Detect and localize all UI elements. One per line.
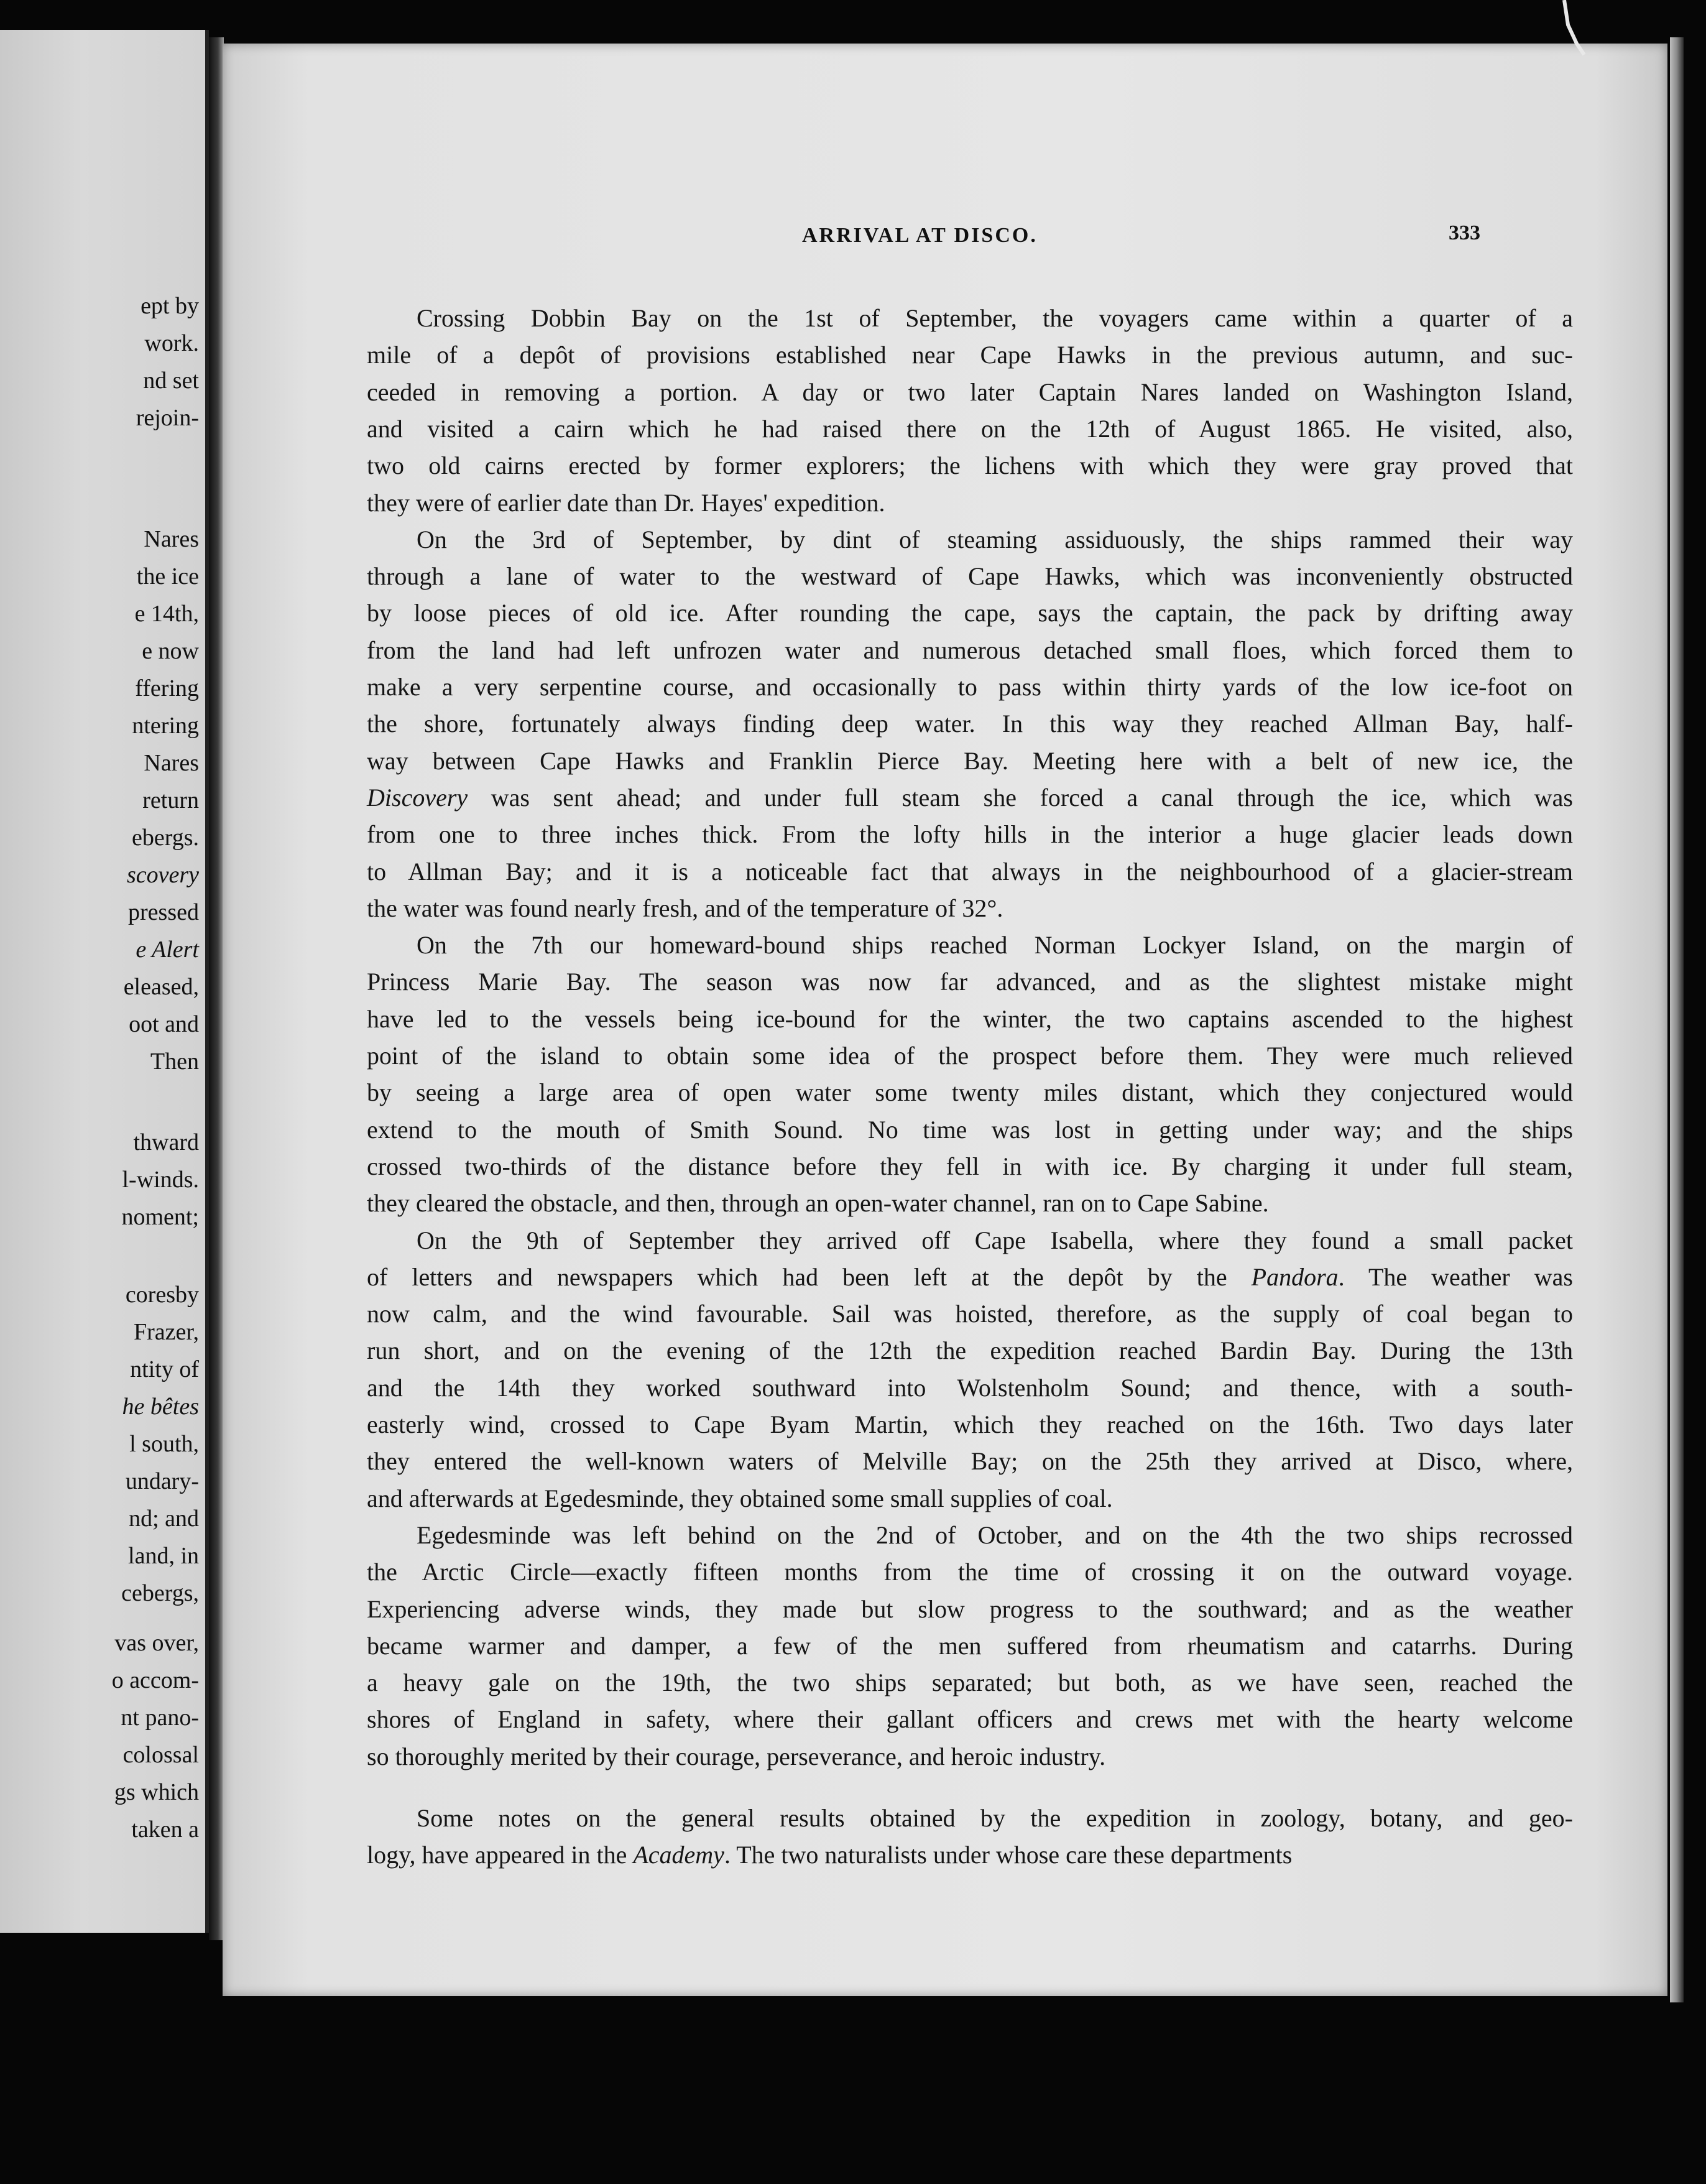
facing-page-line: work. (144, 330, 199, 356)
facing-page-line: nd set (143, 368, 199, 394)
text-line: make a very serpentine course, and occasionally to pass within thirty yards of the low ice-foot on (367, 673, 1573, 701)
page-number: 333 (1449, 221, 1480, 244)
text-line: the water was found nearly fresh, and of the temperature of 32°. (367, 894, 1003, 922)
running-title: ARRIVAL AT DISCO. (802, 224, 1038, 247)
text-line: now calm, and the wind favourable. Sail was hoisted, therefore, as the supply of coal began to (367, 1300, 1573, 1328)
facing-page-line: ntity of (130, 1356, 199, 1382)
text-line: On the 3rd of September, by dint of steaming assiduously, the ships rammed their way (417, 525, 1573, 553)
facing-page-line: the ice (136, 563, 199, 590)
text-line: and visited a cairn which he had raised there on the 12th of August 1865. He visited, also, (367, 414, 1573, 443)
facing-page-line: nt pano- (121, 1705, 199, 1731)
facing-page-line: ebergs. (132, 825, 199, 851)
book-gutter (209, 37, 224, 1940)
text-line: so thoroughly merited by their courage, perseverance, and heroic industry. (367, 1742, 1106, 1770)
text-line: run short, and on the evening of the 12th the expedition reached Bardin Bay. During the 13th (367, 1336, 1573, 1365)
facing-page-line: undary- (125, 1468, 199, 1494)
page-edge (1670, 37, 1684, 2002)
facing-page-line: eleased, (123, 974, 199, 1000)
facing-page-line: rejoin- (136, 405, 199, 431)
facing-page-line: land, in (128, 1543, 199, 1569)
facing-page-line: oot and (129, 1011, 199, 1037)
text-line: crossed two-thirds of the distance before they fell in with ice. By charging it under full steam, (367, 1152, 1573, 1180)
facing-page-line: l-winds. (122, 1167, 199, 1193)
text-line: they were of earlier date than Dr. Hayes' expedition. (367, 488, 885, 517)
text-line: Experiencing adverse winds, they made but slow progress to the southward; and as the weather (367, 1594, 1573, 1623)
text-line: point of the island to obtain some idea of the prospect before them. They were much relieved (367, 1042, 1573, 1070)
text-line: they entered the well-known waters of Melville Bay; on the 25th they arrived at Disco, where, (367, 1447, 1573, 1476)
text-line: by seeing a large area of open water some twenty miles distant, which they conjectured would (367, 1078, 1573, 1107)
facing-page-fragment (0, 30, 209, 1933)
facing-page-line: colossal (122, 1742, 199, 1768)
text-line: Princess Marie Bay. The season was now far advanced, and as the slightest mistake might (367, 968, 1573, 996)
text-line: shores of England in safety, where their gallant officers and crews met with the hearty welcome (367, 1705, 1573, 1734)
facing-page-line: cebergs, (121, 1580, 199, 1606)
facing-page-line: Frazer, (133, 1319, 199, 1345)
facing-page-line: nd; and (129, 1506, 199, 1532)
running-head (223, 221, 1667, 261)
text-line: the shore, fortunately always finding deep water. In this way they reached Allman Bay, half- (367, 710, 1573, 738)
text-line: easterly wind, crossed to Cape Byam Martin, which they reached on the 16th. Two days later (367, 1410, 1573, 1438)
text-line: they cleared the obstacle, and then, through an open-water channel, ran on to Cape Sabine. (367, 1189, 1269, 1218)
text-line: from one to three inches thick. From the lofty hills in the interior a huge glacier leads down (367, 820, 1573, 849)
text-line: On the 9th of September they arrived off Cape Isabella, where they found a small packet (417, 1226, 1573, 1254)
text-line: became warmer and damper, a few of the men suffered from rheumatism and catarrhs. During (367, 1631, 1573, 1660)
facing-page-line: noment; (121, 1204, 199, 1230)
text-line: On the 7th our homeward-bound ships reached Norman Lockyer Island, on the margin of (417, 931, 1573, 960)
facing-page-line: e now (142, 638, 199, 664)
text-line: and afterwards at Egedesminde, they obtained some small supplies of coal. (367, 1484, 1113, 1512)
facing-page-line: e Alert (136, 937, 199, 963)
text-line: mile of a depôt of provisions established near Cape Hawks in the previous autumn, and suc- (367, 341, 1573, 369)
text-line: a heavy gale on the 19th, the two ships separated; but both, as we have seen, reached the (367, 1668, 1573, 1697)
facing-page-line: ntering (132, 713, 199, 739)
facing-page-line: thward (133, 1129, 199, 1155)
text-line: Some notes on the general results obtained by the expedition in zoology, botany, and geo- (417, 1804, 1573, 1832)
text-line: two old cairns erected by former explorers; the lichens with which they were gray proved that (367, 451, 1573, 480)
facing-page-line: scovery (126, 862, 199, 888)
text-line: ceeded in removing a portion. A day or two later Captain Nares landed on Washington Island, (367, 377, 1573, 406)
facing-page-line: ffering (135, 675, 199, 701)
text-line: and the 14th they worked southward into Wolstenholm Sound; and thence, with a south- (367, 1373, 1573, 1402)
text-line: by loose pieces of old ice. After rounding the cape, says the captain, the pack by drifting away (367, 599, 1573, 627)
facing-page-line: l south, (129, 1431, 199, 1457)
facing-page-line: vas over, (114, 1630, 199, 1656)
text-line: the Arctic Circle—exactly fifteen months from the time of crossing it on the outward voyage. (367, 1558, 1573, 1586)
facing-page-line: he bêtes (122, 1394, 199, 1420)
facing-page-line: Then (150, 1048, 199, 1075)
text-line: Crossing Dobbin Bay on the 1st of September, the voyagers came within a quarter of a (417, 304, 1573, 332)
facing-page-line: e 14th, (134, 601, 199, 627)
facing-page-line: ept by (141, 293, 199, 319)
facing-page-line: taken a (131, 1816, 199, 1843)
main-page (223, 44, 1667, 1996)
text-line: logy, have appeared in the Academy. The two naturalists under whose care these departments (367, 1841, 1293, 1869)
text-line: extend to the mouth of Smith Sound. No time was lost in getting under way; and the ships (367, 1115, 1573, 1144)
facing-page-line: Nares (144, 750, 199, 776)
text-line: of letters and newspapers which had been left at the depôt by the Pandora. The weather was (367, 1262, 1573, 1291)
scan-corner-mark (1559, 0, 1590, 56)
text-line: to Allman Bay; and it is a noticeable fact that always in the neighbourhood of a glacier-stream (367, 857, 1573, 886)
text-line: way between Cape Hawks and Franklin Pierce Bay. Meeting here with a belt of new ice, the (367, 746, 1573, 775)
facing-page-line: return (142, 787, 199, 813)
facing-page-line: o accom- (111, 1667, 199, 1693)
facing-page-line: pressed (128, 899, 199, 925)
text-line: Egedesminde was left behind on the 2nd of October, and on the 4th the two ships recrossed (417, 1520, 1573, 1549)
facing-page-line: coresby (125, 1282, 199, 1308)
facing-page-line: gs which (114, 1779, 199, 1805)
text-line: Discovery was sent ahead; and under full steam she forced a canal through the ice, which was (367, 783, 1573, 812)
text-line: have led to the vessels being ice-bound for the winter, the two captains ascended to the highest (367, 1004, 1573, 1033)
text-line: through a lane of water to the westward of Cape Hawks, which was inconveniently obstructed (367, 562, 1573, 591)
facing-page-line: Nares (144, 526, 199, 552)
text-line: from the land had left unfrozen water and numerous detached small floes, which forced them to (367, 636, 1573, 664)
